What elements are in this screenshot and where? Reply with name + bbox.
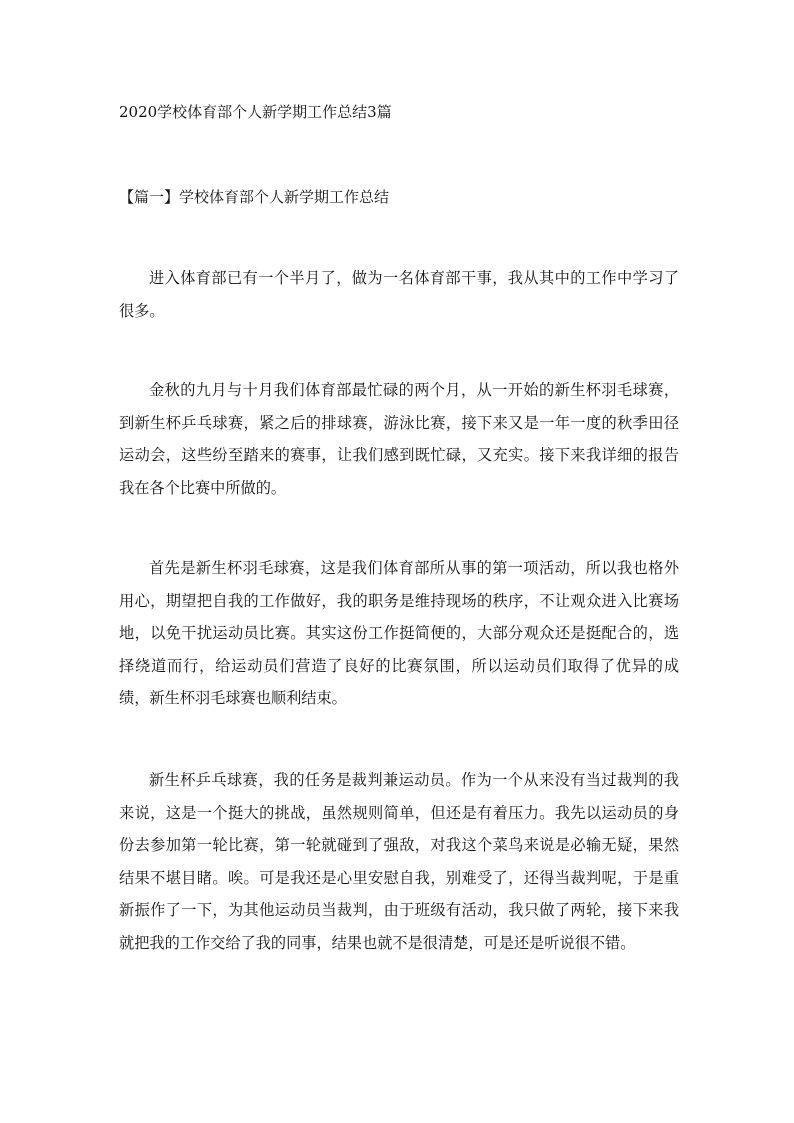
section-heading: 【篇一】学校体育部个人新学期工作总结 [119,188,390,206]
document-title: 2020学校体育部个人新学期工作总结3篇 [119,103,392,121]
paragraph: 进入体育部已有一个半月了，做为一名体育部干事，我从其中的工作中学习了很多。 [119,269,679,320]
paragraph: 金秋的九月与十月我们体育部最忙碌的两个月，从一开始的新生杯羽毛球赛，到新生杯乒乓球赛，紧之后的排球赛，游泳比赛，接下来又是一年一度的秋季田径运动会，这些纷至踏来的赛事，让我们感到既忙碌，又充实。接下来我详细的报告我在各个比赛中所做的。 [119,381,679,497]
paragraph: 新生杯乒乓球赛，我的任务是裁判兼运动员。作为一个从来没有当过裁判的我来说，这是一个挺大的挑战，虽然规则简单，但还是有着压力。我先以运动员的身份去参加第一轮比赛，第一轮就碰到了强敌，对我这个菜鸟来说是必输无疑，果然结果不堪目睹。唉。可是我还是心里安慰自我，别难受了，还得当裁判呢，于是重新振作了一下，为其他运动员当裁判，由于班级有活动，我只做了两轮，接下来我就把我的工作交给了我的同事，结果也就不是很清楚，可是还是听说很不错。 [119,771,679,952]
paragraph: 首先是新生杯羽毛球赛，这是我们体育部所从事的第一项活动，所以我也格外用心，期望把自我的工作做好，我的职务是维持现场的秩序，不让观众进入比赛场地，以免干扰运动员比赛。其实这份工作挺简便的，大部分观众还是挺配合的，选择绕道而行，给运动员们营造了良好的比赛氛围，所以运动员们取得了优异的成绩，新生杯羽毛球赛也顺利结束。 [119,559,679,707]
